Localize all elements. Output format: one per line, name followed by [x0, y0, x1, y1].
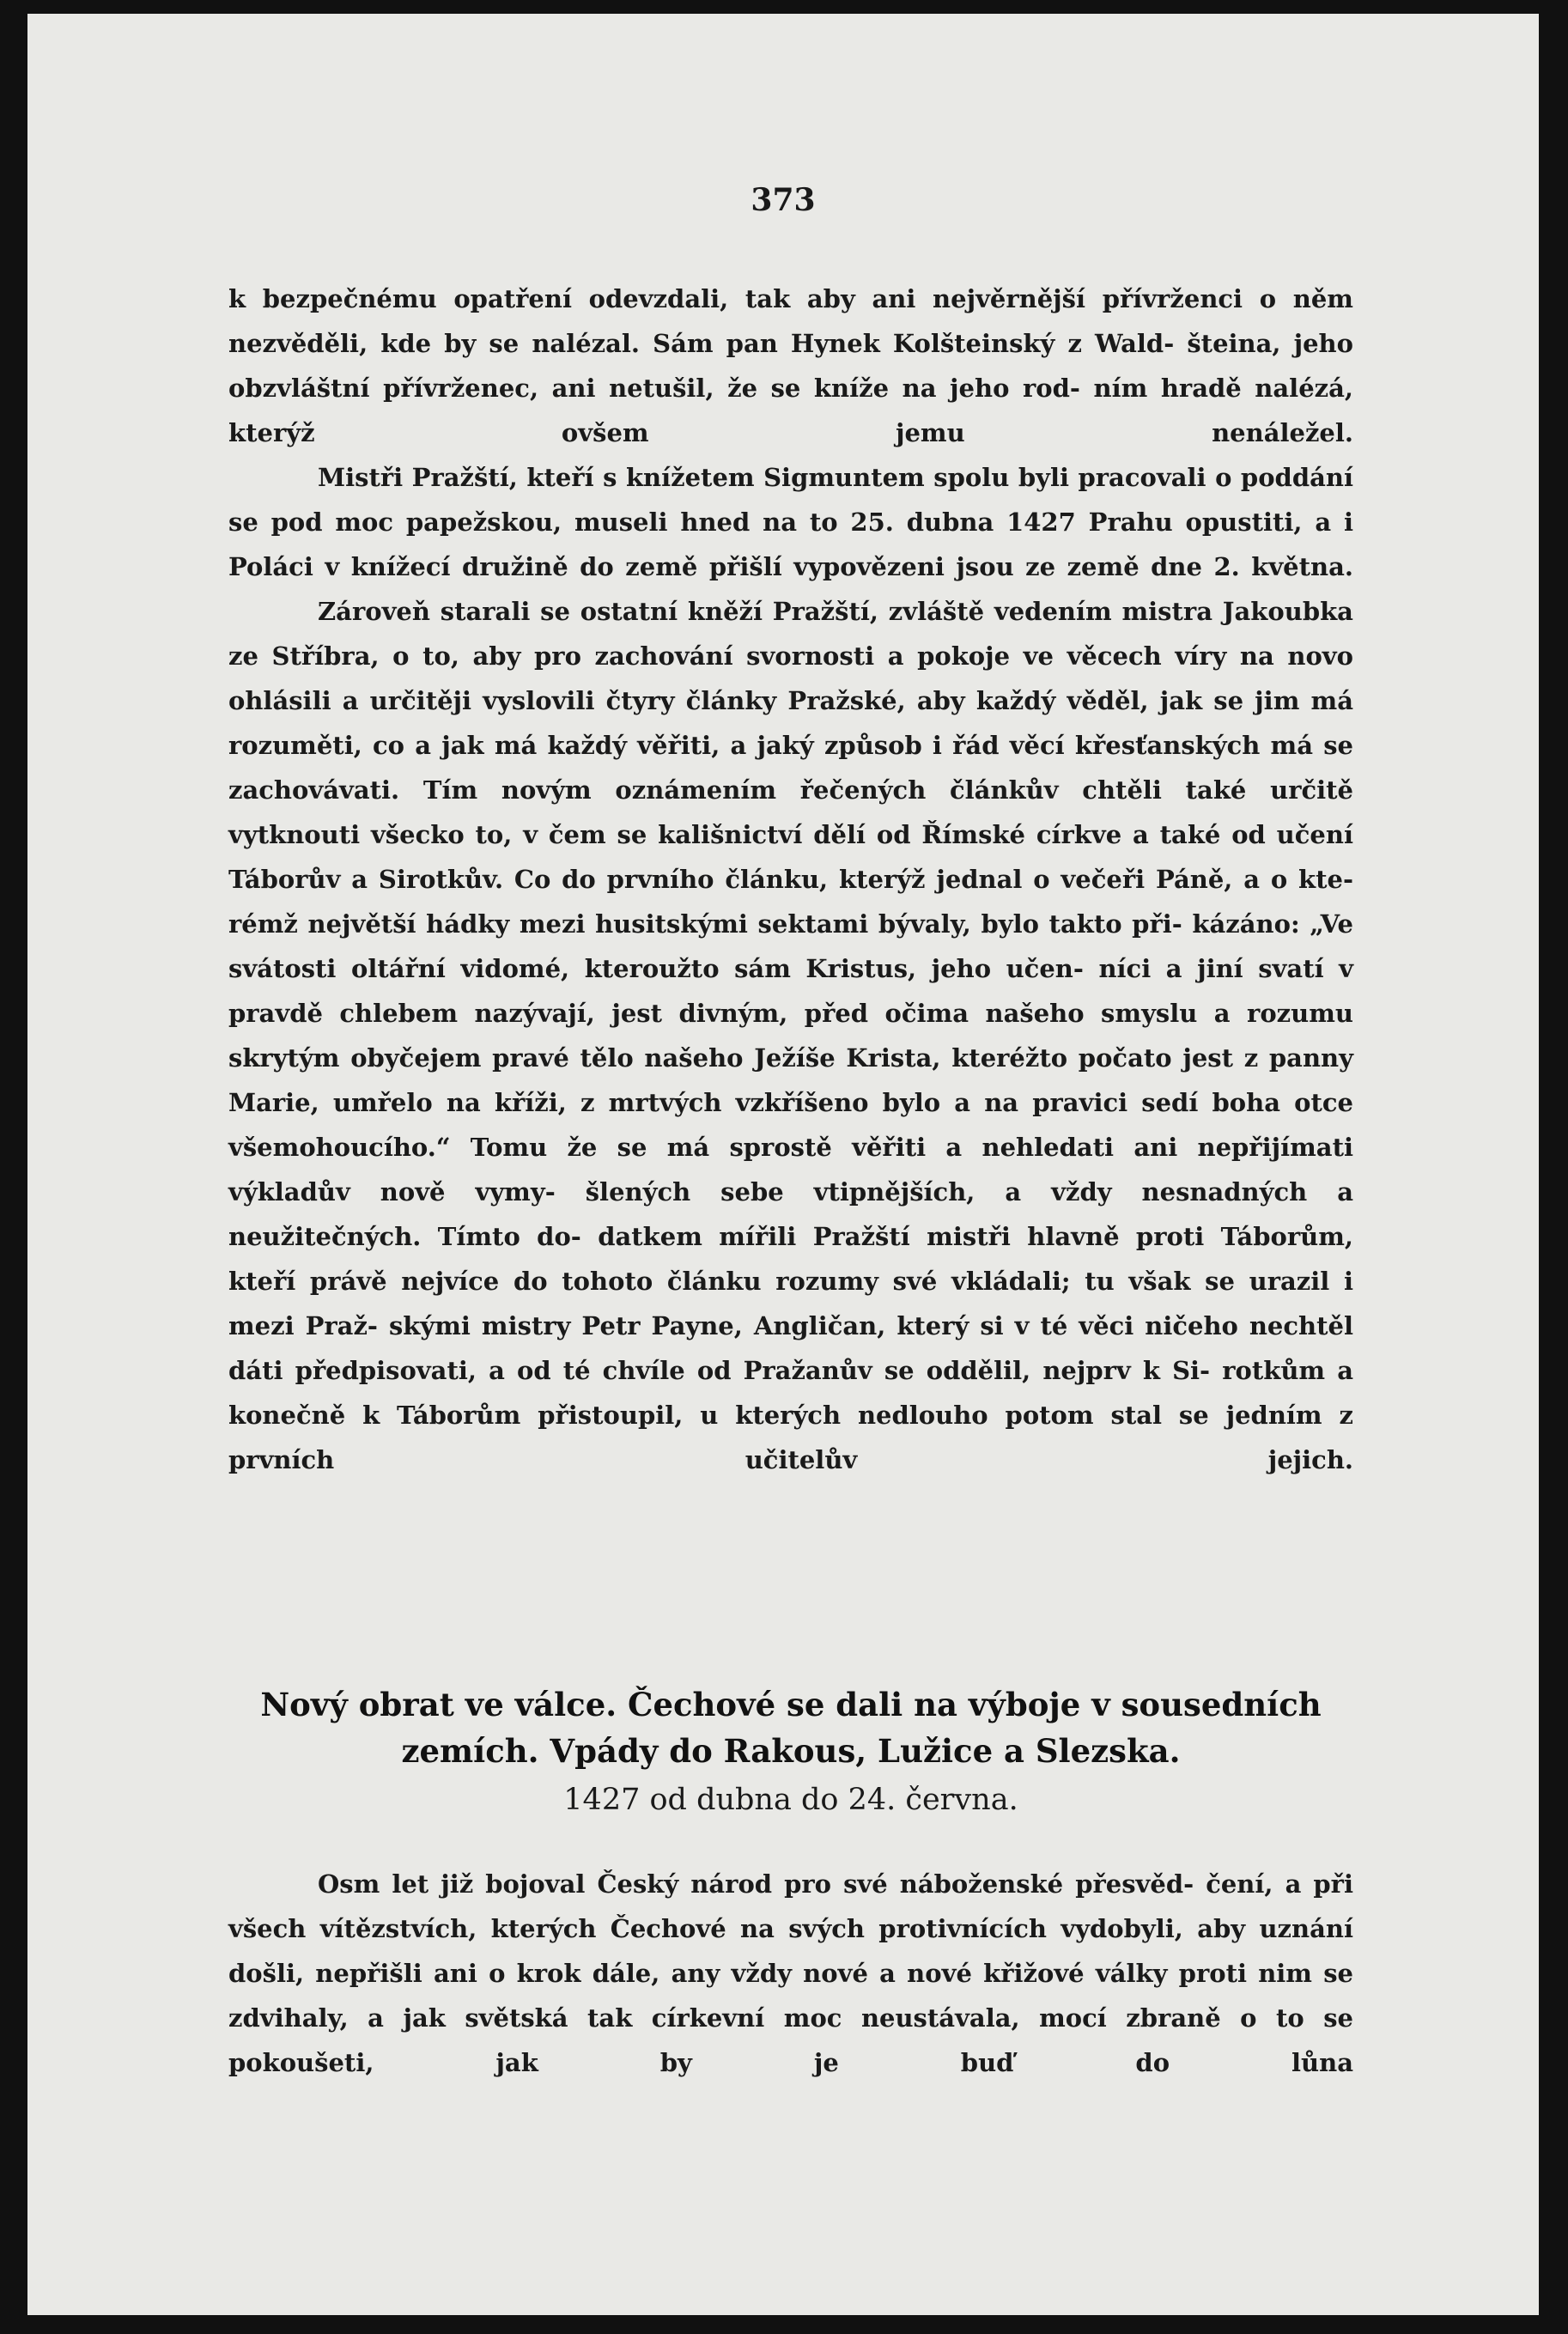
text-line: do tohoto článku rozumy své vkládali; tu však se urazil i mezi Praž-: [228, 1267, 1353, 1340]
text-line: našeho smyslu a rozumu skrytým obyčejem pravé tělo našeho Ježíše: [228, 999, 1353, 1073]
text-line: Prahu opustiti, a i Poláci v knížecí družině do země přišlí vypovězeni: [228, 508, 1353, 581]
text-line: Osm let již bojoval Český národ pro své náboženské přesvěd-: [318, 1869, 1194, 1899]
text-line: ním hradě nalézá, kterýž ovšem jemu nenáležel.: [228, 374, 1353, 447]
text-line: stal se jedním z prvních učitelův jejich.: [228, 1401, 1353, 1474]
paragraph: [228, 1862, 1353, 2085]
text-line: moc neustávala, mocí zbraně o to se pokoušeti, jak by je buď do lůna: [228, 2003, 1353, 2077]
text-line: jsou ze země dne 2. května.: [956, 552, 1353, 581]
main-text: [228, 277, 1353, 1482]
text-line: rémž největší hádky mezi husitskými sektami bývaly, bylo takto při-: [228, 909, 1182, 939]
book-page: [27, 14, 1539, 2315]
text-line: níci a jiní svatí v pravdě chlebem nazývají, jest divným, před očima: [228, 954, 1353, 1028]
section-title-line: Nový obrat ve válce. Čechové se dali na výboje v sousedních: [260, 1686, 1322, 1723]
text-line: Mistři Pražští, kteří s knížetem Sigmuntem spolu byli pracovali: [318, 463, 1206, 492]
text-line: šteina, jeho obzvláštní přívrženec, ani netušil, že se kníže na jeho rod-: [228, 329, 1353, 403]
text-line: vydobyli, aby uznání došli, nepřišli ani o krok dále, any vždy nové: [228, 1914, 1353, 1988]
text-line: čení, a při všech vítězstvích, kterých Čechové na svých protivnících: [228, 1869, 1353, 1943]
section-text: [228, 1862, 1353, 2085]
section-title-line: zemích. Vpády do Rakous, Lužice a Slezska.: [401, 1732, 1181, 1770]
text-line: a nové křižové války proti nim se zdvihaly, a jak světská tak církevní: [228, 1959, 1353, 2033]
text-line: a Sirotkův. Co do prvního článku, kterýž jednal o večeři Páně, a o kte-: [351, 865, 1353, 894]
text-line: datkem mířili Pražští mistři hlavně proti Táborům, kteří právě nejvíce: [228, 1222, 1353, 1296]
text-line: dáti předpisovati, a od té chvíle od Pražanův se oddělil, nejprv k Si-: [228, 1356, 1211, 1385]
text-line: a jaký způsob i řád věcí křesťanských má se zachovávati. Tím novým: [228, 731, 1353, 805]
text-line: oznámením řečených článkův chtěli také určitě vytknouti všecko to,: [228, 775, 1353, 849]
text-line: Krista, kteréžto počato jest z panny Marie, umřelo na kříži, z mrtvých: [228, 1043, 1353, 1117]
text-line: v čem se kališnictví dělí od Římské církve a také od učení Táborův: [228, 820, 1353, 894]
text-line: Zároveň starali se ostatní kněží Pražští, zvláště vedením mistra: [318, 597, 1212, 626]
text-line: o poddání se pod moc papežskou, museli hned na to 25. dubna 1427: [228, 463, 1353, 537]
section-title: [228, 1681, 1353, 1774]
text-line: nezvěděli, kde by se nalézal. Sám pan Hynek Kolšteinský z Wald-: [228, 329, 1175, 358]
text-line: vzkříšeno bylo a na pravici sedí boha otce všemohoucího.“ Tomu že: [228, 1088, 1353, 1162]
paragraph: [228, 589, 1353, 1482]
text-line: Jakoubka ze Stříbra, o to, aby pro zachování svornosti a pokoje ve: [228, 597, 1353, 671]
text-line: kázáno: „Ve svátosti oltářní vidomé, kteroužto sám Kristus, jeho učen-: [228, 909, 1353, 983]
text-line: aby každý věděl, jak se jim má rozuměti, co a jak má každý věřiti,: [228, 686, 1353, 760]
paragraph: [228, 277, 1353, 455]
paragraph: [228, 455, 1353, 589]
page-number: 373: [751, 182, 816, 218]
text-line: skými mistry Petr Payne, Angličan, který si v té věci ničeho nechtěl: [388, 1311, 1353, 1340]
text-line: věcech víry na novo ohlásili a určitěji vyslovili čtyry články Pražské,: [228, 641, 1353, 715]
text-line: šlených sebe vtipnějších, a vždy nesnadných a neužitečných. Tímto do-: [228, 1177, 1353, 1251]
text-line: rotkům a konečně k Táborům přistoupil, u kterých nedlouho potom: [228, 1356, 1353, 1430]
section-date: 1427 od dubna do 24. června.: [563, 1783, 1018, 1817]
text-line: k bezpečnému opatření odevzdali, tak aby ani nejvěrnější přívrženci o něm: [228, 284, 1353, 313]
text-line: se má sprostě věřiti a nehledati ani nepřijímati výkladův nově vymy-: [228, 1133, 1353, 1207]
